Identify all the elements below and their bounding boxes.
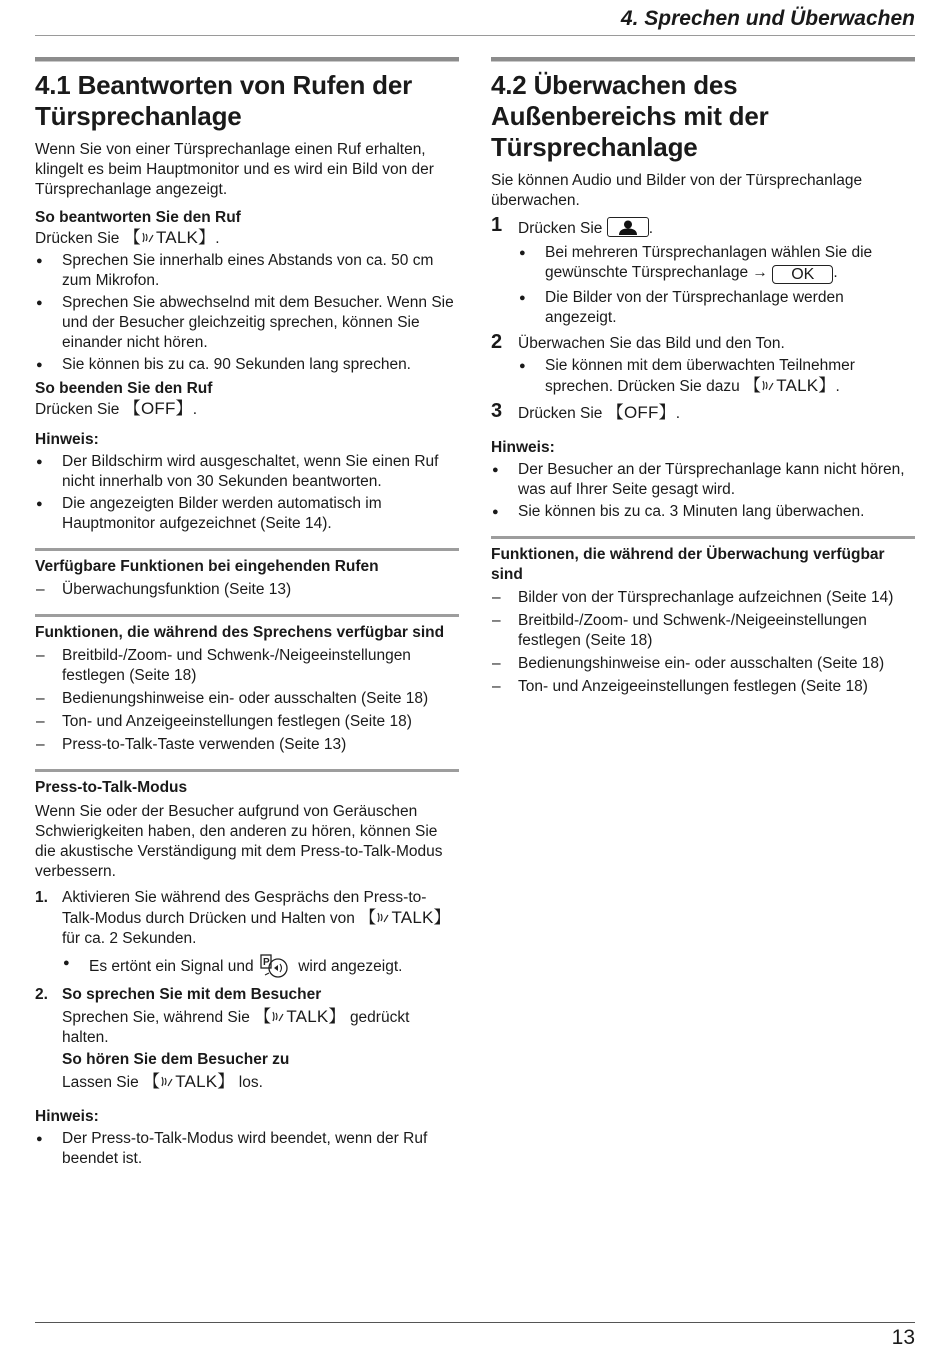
ptt-heading: Press-to-Talk-Modus bbox=[35, 779, 188, 796]
list-item: – Ton- und Anzeigeeinstellungen festlegen (Seite 18) bbox=[491, 677, 915, 697]
bracket-close: 】 bbox=[818, 376, 836, 395]
bracket-open: 【 bbox=[744, 376, 762, 395]
talk-waves-icon bbox=[376, 911, 389, 924]
note-heading: Hinweis: bbox=[35, 431, 99, 448]
bullet-text: Es ertönt ein Signal und bbox=[89, 958, 254, 975]
list-item bbox=[62, 953, 459, 979]
step-heading: So sprechen Sie mit dem Besucher bbox=[62, 986, 322, 1003]
step-subheading: So hören Sie dem Besucher zu bbox=[62, 1051, 290, 1068]
bracket-open: 【 bbox=[254, 1007, 272, 1026]
section-title: 4.2 Überwachen des Außenbereichs mit der Türsprechanlage bbox=[491, 70, 769, 162]
press-to-talk-icon bbox=[260, 953, 290, 979]
bracket-open: 【 bbox=[606, 403, 624, 422]
step-text: Aktivieren Sie während des Gesprächs den Press-to-Talk-Modus durch Drücken und Halten von bbox=[62, 889, 427, 927]
list-item: ● Die Bilder von der Türsprechanlage werden angezeigt. bbox=[518, 288, 915, 328]
monitor-step-2 bbox=[491, 331, 915, 397]
step-text-a: Sprechen Sie, während Sie bbox=[62, 1009, 250, 1026]
person-monitor-icon bbox=[608, 218, 648, 236]
bracket-close: 】 bbox=[198, 228, 216, 247]
talking-heading: Funktionen, die während des Sprechens verfügbar sind bbox=[35, 624, 445, 641]
talk-label: TALK bbox=[391, 908, 434, 927]
list-item: ● Bei mehreren Türsprechanlagen wählen Sie die gewünschte Türsprechanlage → OK . bbox=[518, 243, 915, 284]
list-item: – Breitbild-/Zoom- und Schwenk-/Neigeeinstellungen festlegen (Seite 18) bbox=[35, 646, 459, 686]
list-item: ● Sprechen Sie innerhalb eines Abstands von ca. 50 cm zum Mikrofon. bbox=[35, 251, 459, 291]
bracket-open: 【 bbox=[143, 1072, 161, 1091]
list-item: – Breitbild-/Zoom- und Schwenk-/Neigeeinstellungen festlegen (Seite 18) bbox=[491, 611, 915, 651]
footer-divider bbox=[35, 1322, 915, 1323]
end-instruction: Drücken Sie 【OFF】. bbox=[35, 399, 198, 418]
step-number: 1 bbox=[491, 214, 503, 236]
step-number: 1. bbox=[35, 889, 48, 906]
step-number: 2. bbox=[35, 986, 48, 1003]
step-text-tail: für ca. 2 Sekunden. bbox=[62, 930, 197, 947]
bracket-close: 】 bbox=[433, 908, 451, 927]
ptt-step-2 bbox=[35, 985, 459, 1093]
answer-instruction: Drücken Sie 【 TALK】. bbox=[35, 228, 220, 247]
answer-heading: So beantworten Sie den Ruf bbox=[35, 209, 241, 226]
bracket-open: 【 bbox=[123, 399, 141, 418]
list-item: – Press-to-Talk-Taste verwenden (Seite 13) bbox=[35, 735, 459, 755]
list-item: ● Der Bildschirm wird ausgeschaltet, wenn Sie einen Ruf nicht innerhalb von 30 Sekunden beantworten. bbox=[35, 452, 459, 492]
bullet-text: Bei mehreren Türsprechanlagen wählen Sie die gewünschte Türsprechanlage bbox=[545, 244, 873, 281]
header-divider bbox=[35, 35, 915, 36]
talk-key bbox=[744, 376, 835, 396]
list-item: ● Sie können mit dem überwachten Teilnehmer sprechen. Drücken Sie dazu 【 TALK】. bbox=[518, 356, 915, 397]
talk-label: TALK bbox=[175, 1072, 218, 1091]
section-title: 4.1 Beantworten von Rufen der Türsprechanlage bbox=[35, 70, 413, 131]
off-label: OFF bbox=[140, 399, 176, 418]
talk-waves-icon bbox=[761, 379, 774, 392]
monitor-step-1: 1 Drücken Sie . ● Bei mehreren Türsprechanlagen wählen Sie die gewünschte Türsprechanlage → OK . ● Die Bilder von der Türsprechanlage werden angezeigt. bbox=[491, 217, 915, 328]
section-top-rule bbox=[491, 57, 915, 62]
bracket-close: 】 bbox=[175, 399, 193, 418]
intro-paragraph: Wenn Sie von einer Türsprechanlage einen Ruf erhalten, klingelt es beim Hauptmonitor und es wird ein Bild von der Türsprechanlage angezeigt. bbox=[35, 141, 434, 198]
step-text: Drücken Sie bbox=[518, 405, 603, 422]
intro-paragraph: Sie können Audio und Bilder von der Türsprechanlage überwachen. bbox=[491, 172, 863, 209]
step-text-b: los. bbox=[238, 1074, 263, 1091]
note-heading: Hinweis: bbox=[491, 439, 555, 456]
talk-key bbox=[359, 908, 450, 928]
bracket-open: 【 bbox=[123, 228, 141, 247]
list-item: ● Die angezeigten Bilder werden automatisch im Hauptmonitor aufgezeichnet (Seite 14). bbox=[35, 494, 459, 534]
list-item: – Bedienungshinweise ein- oder ausschalten (Seite 18) bbox=[491, 654, 915, 674]
monitor-functions-heading: Funktionen, die während der Überwachung verfügbar sind bbox=[491, 546, 885, 583]
section-4-1 bbox=[35, 57, 459, 1169]
bullet-text: wird angezeigt. bbox=[298, 958, 403, 975]
talk-waves-icon bbox=[160, 1075, 173, 1088]
list-item: ● Sie können bis zu ca. 3 Minuten lang überwachen. bbox=[491, 502, 915, 522]
section-divider bbox=[491, 536, 915, 539]
list-item: – Bedienungshinweise ein- oder ausschalten (Seite 18) bbox=[35, 689, 459, 709]
step-text bbox=[62, 1072, 459, 1093]
monitor-button bbox=[607, 217, 649, 237]
arrow-icon: → bbox=[752, 264, 768, 281]
end-heading: So beenden Sie den Ruf bbox=[35, 380, 213, 397]
bracket-close: 】 bbox=[658, 403, 676, 422]
list-item: ● Der Besucher an der Türsprechanlage kann nicht hören, was auf Ihrer Seite gesagt wird. bbox=[491, 460, 915, 500]
off-key bbox=[607, 403, 676, 423]
svg-text:P: P bbox=[262, 957, 270, 968]
talk-label: TALK bbox=[155, 228, 199, 247]
step-text: Überwachen Sie das Bild und den Ton. bbox=[518, 335, 785, 352]
section-4-2 bbox=[491, 57, 915, 697]
talk-label: TALK bbox=[286, 1007, 329, 1026]
section-top-rule bbox=[35, 57, 459, 62]
step-text: Drücken Sie bbox=[518, 220, 603, 237]
off-key bbox=[124, 399, 193, 419]
talk-key bbox=[143, 1072, 234, 1092]
ok-button: OK bbox=[772, 265, 833, 284]
section-divider bbox=[35, 548, 459, 551]
section-divider bbox=[35, 769, 459, 772]
bullet-text: Sie können mit dem überwachten Teilnehmer sprechen. Drücken Sie dazu bbox=[545, 357, 855, 395]
note-heading: Hinweis: bbox=[35, 1108, 99, 1125]
bracket-close: 】 bbox=[217, 1072, 235, 1091]
step-text bbox=[62, 1007, 459, 1048]
step-text-b: gedrückt halten. bbox=[62, 1009, 410, 1046]
talk-waves-icon bbox=[141, 231, 154, 244]
answer-text: Drücken Sie bbox=[35, 230, 120, 247]
chapter-header: 4. Sprechen und Überwachen bbox=[620, 7, 915, 30]
step-number: 3 bbox=[491, 400, 503, 422]
bracket-open: 【 bbox=[359, 908, 377, 927]
section-divider bbox=[35, 614, 459, 617]
list-item: – Bilder von der Türsprechanlage aufzeichnen (Seite 14) bbox=[491, 588, 915, 608]
step-number: 2 bbox=[491, 331, 503, 353]
ptt-step-1 bbox=[35, 888, 459, 979]
talk-key bbox=[254, 1007, 345, 1027]
off-label: OFF bbox=[623, 403, 659, 422]
list-item: ● Der Press-to-Talk-Modus wird beendet, wenn der Ruf beendet ist. bbox=[35, 1129, 459, 1169]
list-item: ● Sprechen Sie abwechselnd mit dem Besucher. Wenn Sie und der Besucher gleichzeitig sprechen, können Sie einander nicht hören. bbox=[35, 293, 459, 353]
page-number: 13 bbox=[891, 1326, 915, 1349]
talk-label: TALK bbox=[776, 376, 819, 395]
list-item: – Ton- und Anzeigeeinstellungen festlegen (Seite 18) bbox=[35, 712, 459, 732]
incoming-heading: Verfügbare Funktionen bei eingehenden Rufen bbox=[35, 558, 379, 575]
list-item: – Überwachungsfunktion (Seite 13) bbox=[35, 580, 459, 600]
end-text: Drücken Sie bbox=[35, 401, 120, 418]
bracket-close: 】 bbox=[328, 1007, 346, 1026]
talk-waves-icon bbox=[271, 1010, 284, 1023]
talk-key bbox=[124, 228, 215, 248]
monitor-step-3: 3 Drücken Sie 【OFF】. bbox=[491, 400, 681, 422]
list-item: ● Sie können bis zu ca. 90 Sekunden lang sprechen. bbox=[35, 355, 459, 375]
step-text-a: Lassen Sie bbox=[62, 1074, 139, 1091]
ptt-intro: Wenn Sie oder der Besucher aufgrund von Geräuschen Schwierigkeiten haben, den anderen zu hören, können Sie die akustische Verständigung mit dem Press-to-Talk-Modus verbessern. bbox=[35, 803, 443, 880]
